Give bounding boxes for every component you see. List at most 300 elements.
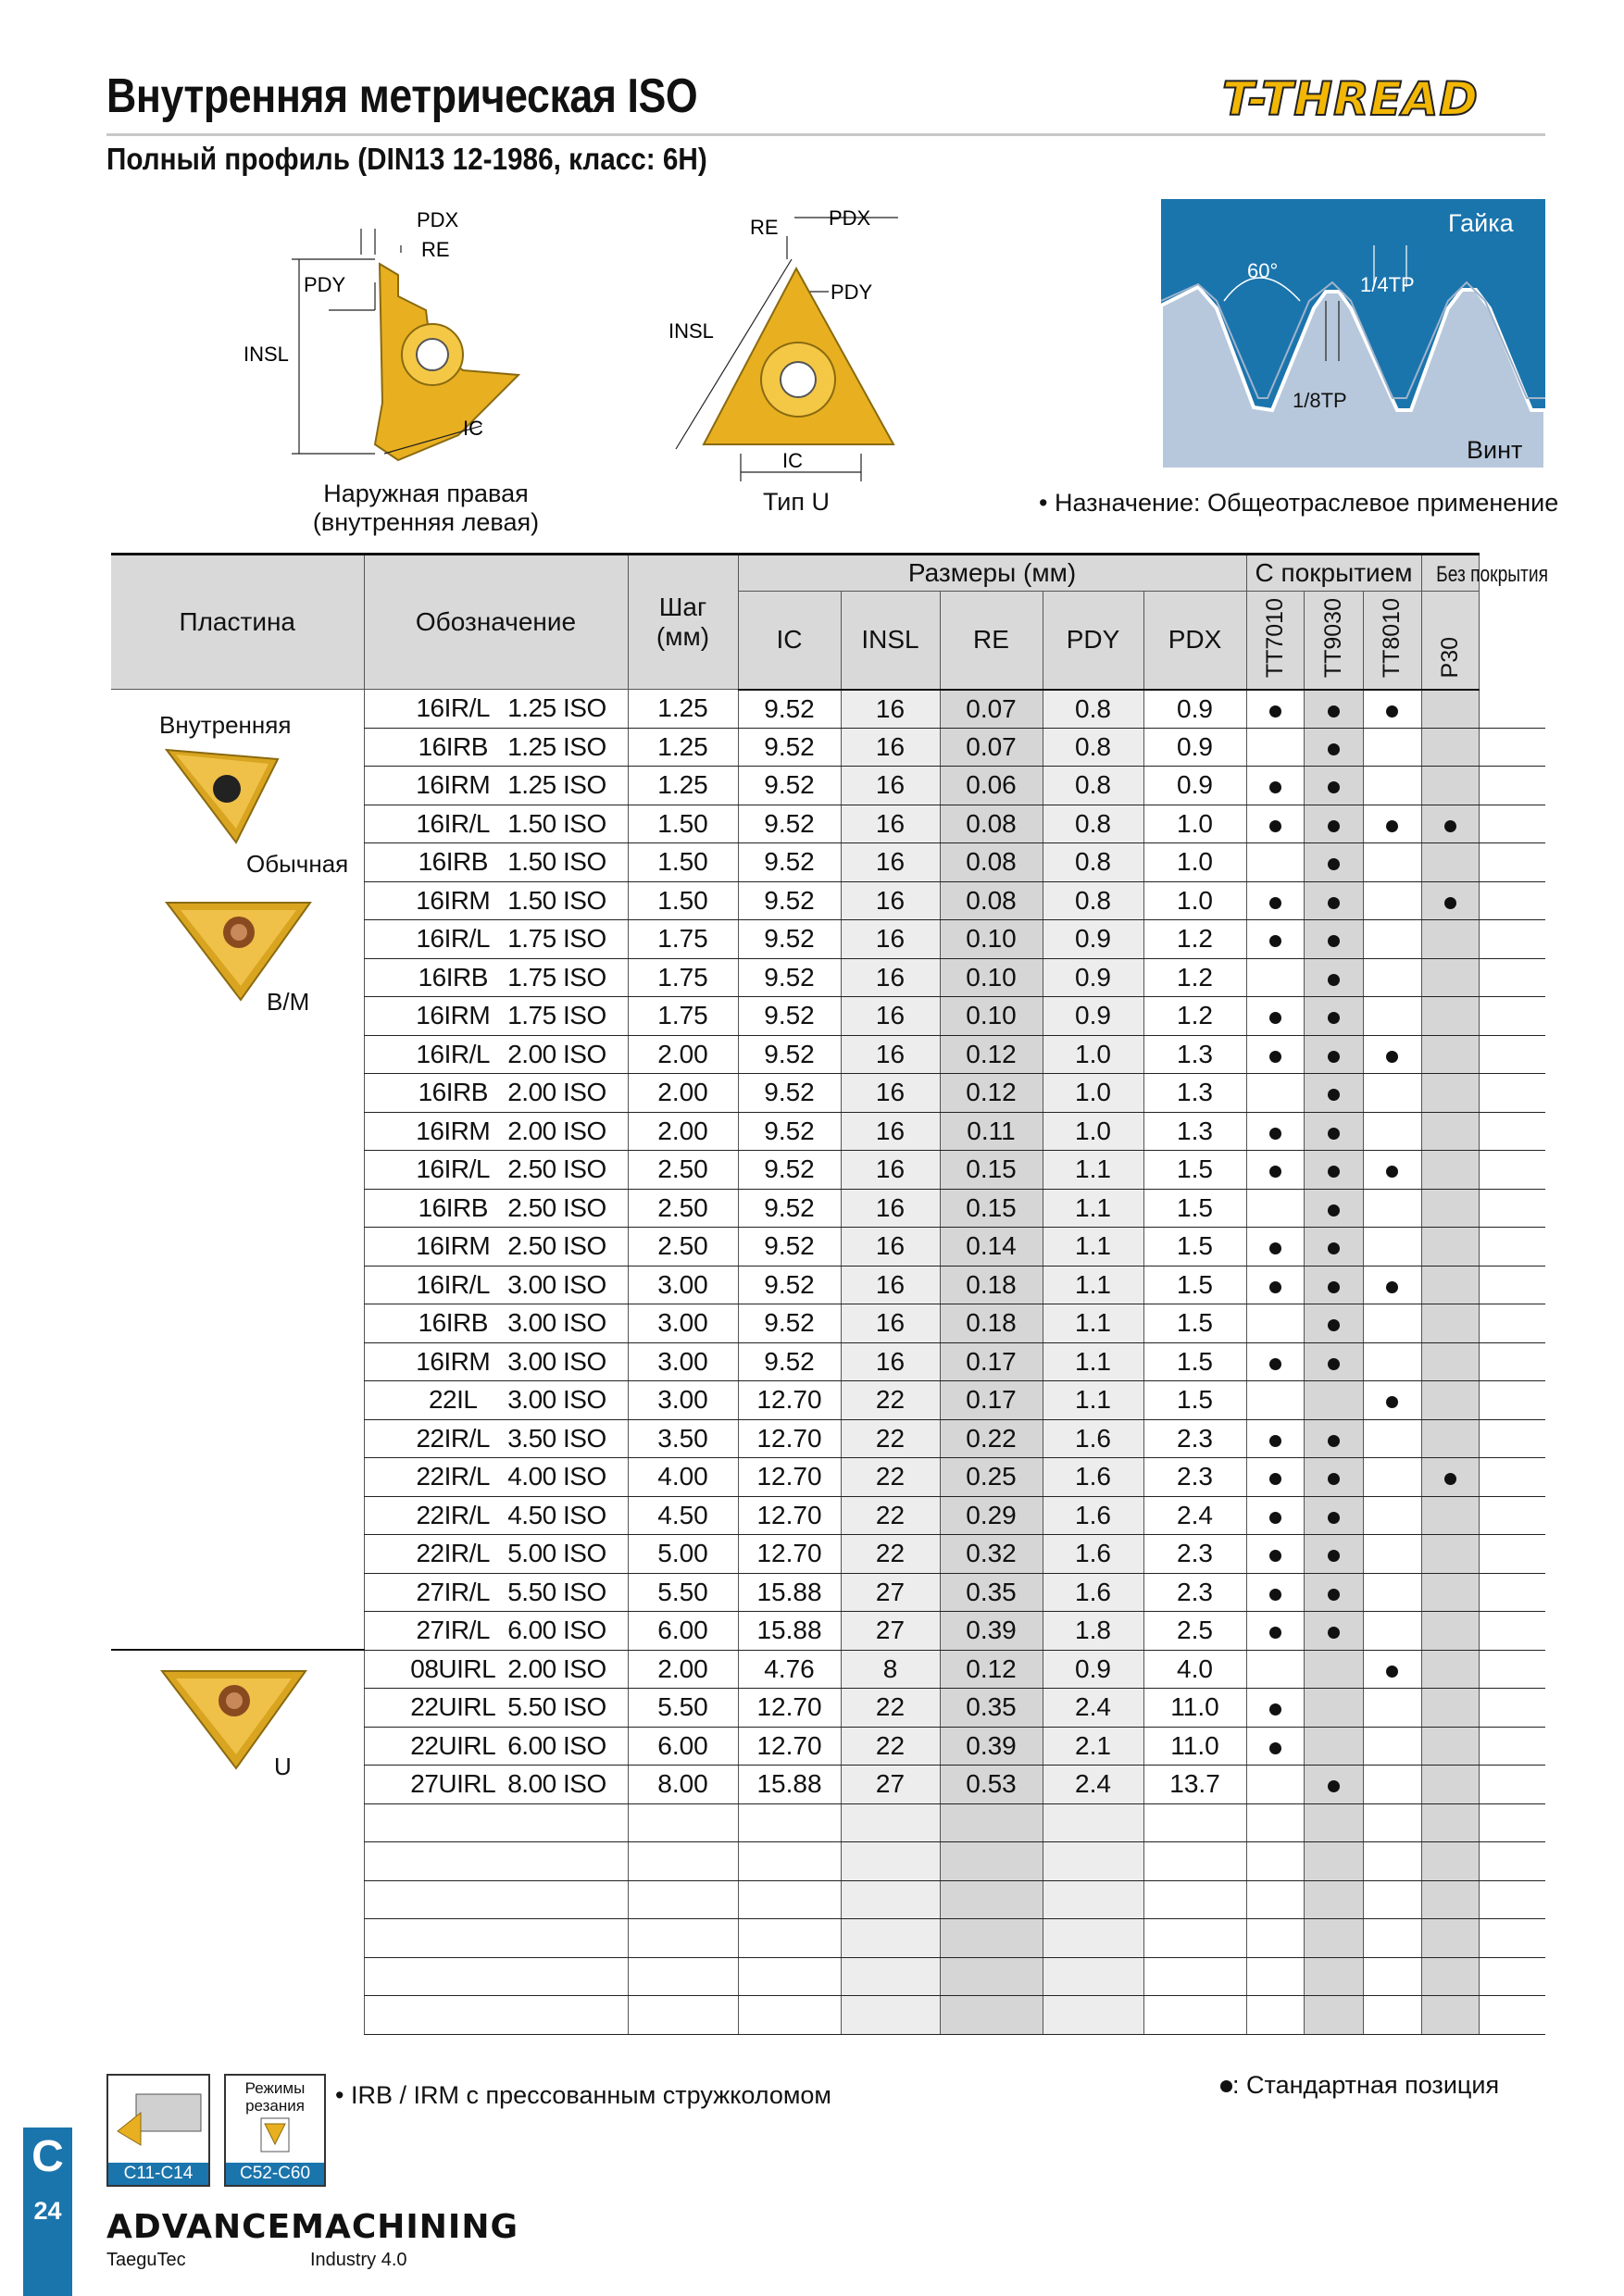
dim-pdx-cell: 4.0 <box>1143 1650 1246 1689</box>
grade-p30-cell <box>1421 1689 1479 1728</box>
pitch-cell: 1.25 <box>628 767 738 805</box>
grade-tt8010-cell <box>1363 1151 1421 1190</box>
dim-re-cell <box>940 1880 1043 1919</box>
dim-insl-cell: 8 <box>841 1650 940 1689</box>
grade-tt9030-cell <box>1304 1957 1363 1996</box>
designation-series: 22IR/L <box>416 1539 490 1568</box>
grade-tt7010-cell <box>1246 1304 1304 1343</box>
pitch-cell: 5.50 <box>628 1573 738 1612</box>
dim-re-cell: 0.25 <box>940 1458 1043 1497</box>
dim-insl-cell: 16 <box>841 997 940 1036</box>
grade-tt9030-cell <box>1304 1727 1363 1766</box>
designation-size: 6.00 ISO <box>507 1616 606 1645</box>
label-pdx: PDX <box>417 208 459 231</box>
designation-size: 3.00 ISO <box>507 1346 606 1376</box>
caption-line-1: Наружная правая <box>323 480 529 507</box>
designation <box>364 1189 628 1228</box>
dim-re-cell: 0.08 <box>940 843 1043 882</box>
pitch-cell: 2.00 <box>628 1035 738 1074</box>
pitch-cell <box>628 1996 738 2035</box>
dim-pdx-cell <box>1143 1919 1246 1958</box>
dim-insl-cell: 16 <box>841 881 940 920</box>
dim-pdy-cell <box>1043 1803 1143 1842</box>
availability-dot-icon <box>1269 1358 1281 1370</box>
grade-tt8010-cell <box>1363 1689 1421 1728</box>
grade-label: TT8010 <box>1379 598 1405 679</box>
dim-ic-cell: 9.52 <box>738 920 841 959</box>
designation-size: 3.00 ISO <box>507 1385 606 1415</box>
designation <box>364 767 628 805</box>
extra-cell <box>1479 997 1545 1036</box>
dim-ic-cell: 9.52 <box>738 1112 841 1151</box>
dim-ic-cell: 9.52 <box>738 690 841 729</box>
dim-re-cell: 0.17 <box>940 1342 1043 1381</box>
dim-pdx-cell <box>1143 1957 1246 1996</box>
dim-pdx-cell: 1.0 <box>1143 881 1246 920</box>
pitch-cell: 3.00 <box>628 1266 738 1304</box>
grade-tt9030-cell <box>1304 1228 1363 1267</box>
designation-series: 16IRM <box>416 1346 491 1376</box>
availability-dot-icon <box>1328 1473 1340 1485</box>
designation-size: 4.00 ISO <box>507 1462 606 1491</box>
designation <box>364 1496 628 1535</box>
availability-dot-icon <box>1269 1281 1281 1293</box>
grade-tt8010-cell <box>1363 997 1421 1036</box>
grade-label: TT9030 <box>1319 598 1346 679</box>
grade-p30-cell <box>1421 1957 1479 1996</box>
brand-sub-taegutec: TaeguTec <box>106 2250 186 2270</box>
availability-dot-icon <box>1386 1396 1398 1408</box>
availability-dot-icon <box>1269 1703 1281 1716</box>
grade-tt9030-cell <box>1304 1766 1363 1804</box>
grade-tt8010-cell <box>1363 805 1421 843</box>
dim-re-cell: 0.12 <box>940 1650 1043 1689</box>
dim-pdx-cell <box>1143 1803 1246 1842</box>
designation <box>364 1074 628 1113</box>
designation <box>364 997 628 1036</box>
header-pitch <box>628 555 738 690</box>
availability-dot-icon <box>1328 781 1340 793</box>
dim-insl-cell <box>841 1880 940 1919</box>
pitch-cell: 1.25 <box>628 690 738 729</box>
dim-ic-cell: 15.88 <box>738 1766 841 1804</box>
grade-tt8010-cell <box>1363 1496 1421 1535</box>
insert-diagram-type-u <box>648 208 944 495</box>
pitch-cell: 4.50 <box>628 1496 738 1535</box>
dim-ic-cell <box>738 1803 841 1842</box>
designation <box>364 1458 628 1497</box>
pitch-cell: 8.00 <box>628 1766 738 1804</box>
dim-re-cell: 0.32 <box>940 1535 1043 1574</box>
dim-re-cell: 0.06 <box>940 767 1043 805</box>
designation <box>364 690 628 729</box>
dim-pdy-cell: 1.6 <box>1043 1496 1143 1535</box>
pitch-cell: 1.50 <box>628 843 738 882</box>
extra-cell <box>1479 1228 1545 1267</box>
dim-insl-cell: 16 <box>841 1228 940 1267</box>
dim-insl-cell <box>841 1996 940 2035</box>
pitch-cell <box>628 1880 738 1919</box>
grade-tt9030-cell <box>1304 1650 1363 1689</box>
dim-insl-cell: 16 <box>841 958 940 997</box>
pitch-cell: 6.00 <box>628 1727 738 1766</box>
insert-diagram-external-right <box>236 208 597 495</box>
dim-pdx-cell: 1.5 <box>1143 1266 1246 1304</box>
extra-cell <box>1479 1458 1545 1497</box>
label-insl: INSL <box>244 343 289 366</box>
extra-cell <box>1479 1496 1545 1535</box>
extra-cell <box>1479 843 1545 882</box>
grade-tt8010-cell <box>1363 1727 1421 1766</box>
dim-insl-cell: 16 <box>841 728 940 767</box>
extra-cell <box>1479 1612 1545 1651</box>
ref-toolholder-box[interactable] <box>106 2074 210 2187</box>
designation-size: 1.50 ISO <box>507 808 606 838</box>
extra-cell <box>1479 1189 1545 1228</box>
availability-dot-icon <box>1328 1319 1340 1331</box>
dim-pdx-cell: 1.5 <box>1143 1228 1246 1267</box>
availability-dot-icon <box>1444 1473 1456 1485</box>
designation-series: 16IRM <box>416 1116 491 1145</box>
label-pdy: PDY <box>831 281 873 304</box>
dim-re-cell: 0.15 <box>940 1189 1043 1228</box>
grade-p30-cell <box>1421 1496 1479 1535</box>
dim-pdx-cell: 1.2 <box>1143 997 1246 1036</box>
designation-series: 16IRB <box>418 1078 488 1107</box>
ref-cutting-modes-box[interactable] <box>224 2074 326 2187</box>
extra-cell <box>1479 1689 1545 1728</box>
availability-dot-icon <box>1328 1512 1340 1524</box>
dim-re-cell: 0.18 <box>940 1304 1043 1343</box>
grade-label: P30 <box>1436 637 1463 679</box>
grade-p30-cell <box>1421 1880 1479 1919</box>
grade-p30-cell <box>1421 1803 1479 1842</box>
grade-label: TT7010 <box>1261 598 1288 679</box>
extra-cell <box>1479 1957 1545 1996</box>
dim-re-cell <box>940 1996 1043 2035</box>
grade-tt9030-cell <box>1304 1612 1363 1651</box>
header-pitch-line2: (мм) <box>656 622 710 651</box>
pitch-cell: 5.00 <box>628 1535 738 1574</box>
dim-pdx-cell: 1.3 <box>1143 1035 1246 1074</box>
table-row <box>111 690 1545 729</box>
grade-tt7010-cell <box>1246 690 1304 729</box>
availability-dot-icon <box>1386 1281 1398 1293</box>
grade-tt7010-cell <box>1246 1458 1304 1497</box>
designation <box>364 1612 628 1651</box>
grade-tt7010-cell <box>1246 728 1304 767</box>
grade-p30-cell <box>1421 1650 1479 1689</box>
extra-cell <box>1479 1112 1545 1151</box>
header-plate: Пластина <box>111 555 364 690</box>
designation <box>364 1727 628 1766</box>
pitch-cell: 1.25 <box>628 728 738 767</box>
pitch-cell: 1.75 <box>628 958 738 997</box>
t-thread-logo: T-THREAD <box>1222 72 1479 126</box>
grade-p30-cell <box>1421 1842 1479 1881</box>
grade-tt7010-cell <box>1246 1573 1304 1612</box>
designation-series: 16IR/L <box>416 1039 490 1068</box>
dim-pdx-cell: 1.5 <box>1143 1381 1246 1420</box>
pitch-cell: 2.00 <box>628 1074 738 1113</box>
grade-p30-cell <box>1421 767 1479 805</box>
header-dim-pdx: PDX <box>1143 592 1246 690</box>
grade-tt8010-cell <box>1363 1880 1421 1919</box>
designation <box>364 1650 628 1689</box>
dim-re-cell: 0.07 <box>940 728 1043 767</box>
dim-pdy-cell <box>1043 1842 1143 1881</box>
availability-dot-icon <box>1328 1204 1340 1217</box>
grade-p30-cell <box>1421 958 1479 997</box>
dim-pdx-cell: 13.7 <box>1143 1766 1246 1804</box>
dim-re-cell: 0.08 <box>940 881 1043 920</box>
designation-size: 2.50 ISO <box>507 1154 606 1184</box>
grade-tt7010-cell <box>1246 767 1304 805</box>
designation-size: 3.00 ISO <box>507 1308 606 1338</box>
designation <box>364 1957 628 1996</box>
purpose-note: • Назначение: Общеотраслевое применение <box>1039 489 1559 517</box>
dim-ic-cell: 4.76 <box>738 1650 841 1689</box>
designation <box>364 1880 628 1919</box>
dim-re-cell: 0.17 <box>940 1381 1043 1420</box>
dim-re-cell: 0.12 <box>940 1035 1043 1074</box>
dim-ic-cell: 9.52 <box>738 805 841 843</box>
designation-size: 5.50 ISO <box>507 1692 606 1722</box>
grade-p30-cell <box>1421 1919 1479 1958</box>
dim-pdx-cell: 1.5 <box>1143 1342 1246 1381</box>
dim-pdy-cell: 0.8 <box>1043 690 1143 729</box>
grade-tt9030-cell <box>1304 767 1363 805</box>
grade-tt7010-cell <box>1246 805 1304 843</box>
header-grade-tt7010 <box>1246 592 1304 690</box>
dim-insl-cell: 22 <box>841 1381 940 1420</box>
designation <box>364 1842 628 1881</box>
dim-insl-cell: 22 <box>841 1458 940 1497</box>
grade-p30-cell <box>1421 1228 1479 1267</box>
dim-pdy-cell <box>1043 1919 1143 1958</box>
pitch-cell: 2.50 <box>628 1228 738 1267</box>
designation-series: 16IRB <box>418 731 488 761</box>
grade-tt9030-cell <box>1304 1842 1363 1881</box>
dim-pdy-cell: 1.1 <box>1043 1266 1143 1304</box>
dim-ic-cell: 12.70 <box>738 1419 841 1458</box>
designation-series: 22IL <box>428 1385 478 1415</box>
dim-pdx-cell: 11.0 <box>1143 1727 1246 1766</box>
header-grade-tt8010 <box>1363 592 1421 690</box>
extra-cell <box>1479 1573 1545 1612</box>
grade-tt7010-cell <box>1246 1842 1304 1881</box>
header-dim-pdy: PDY <box>1043 592 1143 690</box>
availability-dot-icon <box>1269 1512 1281 1524</box>
pitch-cell: 3.00 <box>628 1381 738 1420</box>
grade-tt9030-cell <box>1304 1919 1363 1958</box>
availability-dot-icon <box>1269 1742 1281 1754</box>
pitch-cell: 2.50 <box>628 1189 738 1228</box>
page-title: Внутренняя метрическая ISO <box>106 69 698 123</box>
header-uncoated <box>1421 555 1548 592</box>
dim-insl-cell: 16 <box>841 920 940 959</box>
dim-pdx-cell: 1.0 <box>1143 843 1246 882</box>
chipbreaker-note: • IRB / IRM с прессованным стружколомом <box>335 2081 831 2109</box>
extra-cell <box>1479 1074 1545 1113</box>
designation <box>364 1342 628 1381</box>
grade-tt7010-cell <box>1246 1266 1304 1304</box>
grade-p30-cell <box>1421 1304 1479 1343</box>
dim-pdx-cell: 2.3 <box>1143 1419 1246 1458</box>
dim-pdy-cell <box>1043 1957 1143 1996</box>
extra-cell <box>1479 1419 1545 1458</box>
grade-tt7010-cell <box>1246 1228 1304 1267</box>
pitch-cell: 3.50 <box>628 1419 738 1458</box>
dim-insl-cell: 22 <box>841 1689 940 1728</box>
grade-tt8010-cell <box>1363 1535 1421 1574</box>
dim-re-cell: 0.39 <box>940 1727 1043 1766</box>
designation-size: 1.75 ISO <box>507 962 606 992</box>
dim-insl-cell: 16 <box>841 1266 940 1304</box>
dim-pdy-cell: 0.9 <box>1043 920 1143 959</box>
availability-dot-icon <box>1328 1627 1340 1639</box>
header-designation: Обозначение <box>364 555 628 690</box>
extra-cell <box>1479 1035 1545 1074</box>
dim-pdy-cell: 2.1 <box>1043 1727 1143 1766</box>
grade-p30-cell <box>1421 1381 1479 1420</box>
page-number: 24 <box>33 2197 62 2225</box>
dim-pdy-cell: 1.8 <box>1043 1612 1143 1651</box>
dim-re-cell: 0.39 <box>940 1612 1043 1651</box>
grade-tt7010-cell <box>1246 1650 1304 1689</box>
availability-dot-icon <box>1328 935 1340 947</box>
extra-cell <box>1479 881 1545 920</box>
grade-tt8010-cell <box>1363 690 1421 729</box>
extra-cell <box>1479 1803 1545 1842</box>
grade-tt8010-cell <box>1363 1342 1421 1381</box>
pitch-cell <box>628 1803 738 1842</box>
grade-tt9030-cell <box>1304 1112 1363 1151</box>
header-dim-insl: INSL <box>841 592 940 690</box>
dim-ic-cell: 12.70 <box>738 1535 841 1574</box>
dim-insl-cell: 16 <box>841 1074 940 1113</box>
grade-tt8010-cell <box>1363 843 1421 882</box>
dim-insl-cell <box>841 1919 940 1958</box>
dim-re-cell <box>940 1919 1043 1958</box>
dim-ic-cell: 12.70 <box>738 1458 841 1497</box>
dim-insl-cell: 27 <box>841 1573 940 1612</box>
label-re: RE <box>750 216 779 239</box>
grade-tt9030-cell <box>1304 1189 1363 1228</box>
grade-tt8010-cell <box>1363 1766 1421 1804</box>
availability-dot-icon <box>1386 1666 1398 1678</box>
ref-toolholder-pages: C11-C14 <box>108 2163 208 2185</box>
extra-cell <box>1479 690 1545 729</box>
availability-dot-icon <box>1269 1473 1281 1485</box>
availability-dot-icon <box>1328 1242 1340 1254</box>
dim-insl-cell: 16 <box>841 1151 940 1190</box>
brand-sub-industry: Industry 4.0 <box>310 2250 407 2270</box>
dim-re-cell: 0.35 <box>940 1573 1043 1612</box>
availability-dot-icon <box>1328 1166 1340 1178</box>
grade-tt7010-cell <box>1246 843 1304 882</box>
grade-tt8010-cell <box>1363 1612 1421 1651</box>
grade-tt7010-cell <box>1246 1342 1304 1381</box>
dim-pdy-cell: 0.9 <box>1043 958 1143 997</box>
label-nut: Гайка <box>1448 209 1514 237</box>
dim-insl-cell: 22 <box>841 1419 940 1458</box>
designation-series: 16IRM <box>416 1001 491 1030</box>
designation-size: 1.75 ISO <box>507 1001 606 1030</box>
dim-pdx-cell <box>1143 1880 1246 1919</box>
dim-pdy-cell: 1.6 <box>1043 1535 1143 1574</box>
extra-cell <box>1479 920 1545 959</box>
dim-ic-cell <box>738 1919 841 1958</box>
designation <box>364 805 628 843</box>
plate-label-u: U <box>274 1753 292 1780</box>
extra-cell <box>1479 1766 1545 1804</box>
designation-size: 5.00 ISO <box>507 1539 606 1568</box>
grade-tt7010-cell <box>1246 1803 1304 1842</box>
dim-insl-cell <box>841 1957 940 1996</box>
caption-line-2: (внутренняя левая) <box>312 508 540 536</box>
grade-p30-cell <box>1421 843 1479 882</box>
dim-pdy-cell: 1.0 <box>1043 1074 1143 1113</box>
grade-tt7010-cell <box>1246 920 1304 959</box>
availability-dot-icon <box>1386 1051 1398 1063</box>
designation-series: 16IR/L <box>416 1154 490 1184</box>
dim-pdx-cell: 0.9 <box>1143 767 1246 805</box>
designation-size: 2.00 ISO <box>507 1116 606 1145</box>
grade-tt9030-cell <box>1304 1535 1363 1574</box>
label-bolt: Винт <box>1467 436 1523 464</box>
thread-profile-diagram <box>1161 199 1545 469</box>
dim-pdy-cell: 0.8 <box>1043 767 1143 805</box>
designation-size: 1.25 ISO <box>507 693 606 723</box>
grade-tt7010-cell <box>1246 1035 1304 1074</box>
designation <box>364 1419 628 1458</box>
designation <box>364 1035 628 1074</box>
dim-ic-cell: 12.70 <box>738 1689 841 1728</box>
label-quarter-pitch: 1/4TP <box>1360 273 1415 296</box>
designation <box>364 843 628 882</box>
pitch-cell <box>628 1957 738 1996</box>
availability-dot-icon <box>1328 974 1340 986</box>
dim-ic-cell <box>738 1842 841 1881</box>
dim-pdy-cell <box>1043 1996 1143 2035</box>
grade-tt7010-cell <box>1246 1727 1304 1766</box>
designation-size: 2.00 ISO <box>507 1039 606 1068</box>
dim-insl-cell: 16 <box>841 843 940 882</box>
pitch-cell <box>628 1919 738 1958</box>
dim-re-cell: 0.53 <box>940 1766 1043 1804</box>
designation <box>364 1766 628 1804</box>
dim-insl-cell: 16 <box>841 1342 940 1381</box>
dim-re-cell: 0.35 <box>940 1689 1043 1728</box>
designation-size: 2.50 ISO <box>507 1231 606 1261</box>
designation-series: 08UIRL <box>410 1653 496 1683</box>
grade-tt8010-cell <box>1363 1419 1421 1458</box>
plate-label-bm: B/M <box>267 988 310 1016</box>
header-pitch-line1: Шаг <box>658 593 707 621</box>
grade-p30-cell <box>1421 997 1479 1036</box>
grade-p30-cell <box>1421 1727 1479 1766</box>
label-re: RE <box>421 238 450 261</box>
designation-size: 1.50 ISO <box>507 847 606 877</box>
dim-re-cell: 0.11 <box>940 1112 1043 1151</box>
grade-tt7010-cell <box>1246 1957 1304 1996</box>
availability-dot-icon <box>1444 897 1456 909</box>
extra-cell <box>1479 805 1545 843</box>
dim-pdx-cell: 1.5 <box>1143 1189 1246 1228</box>
designation <box>364 1228 628 1267</box>
designation-size: 2.50 ISO <box>507 1192 606 1222</box>
